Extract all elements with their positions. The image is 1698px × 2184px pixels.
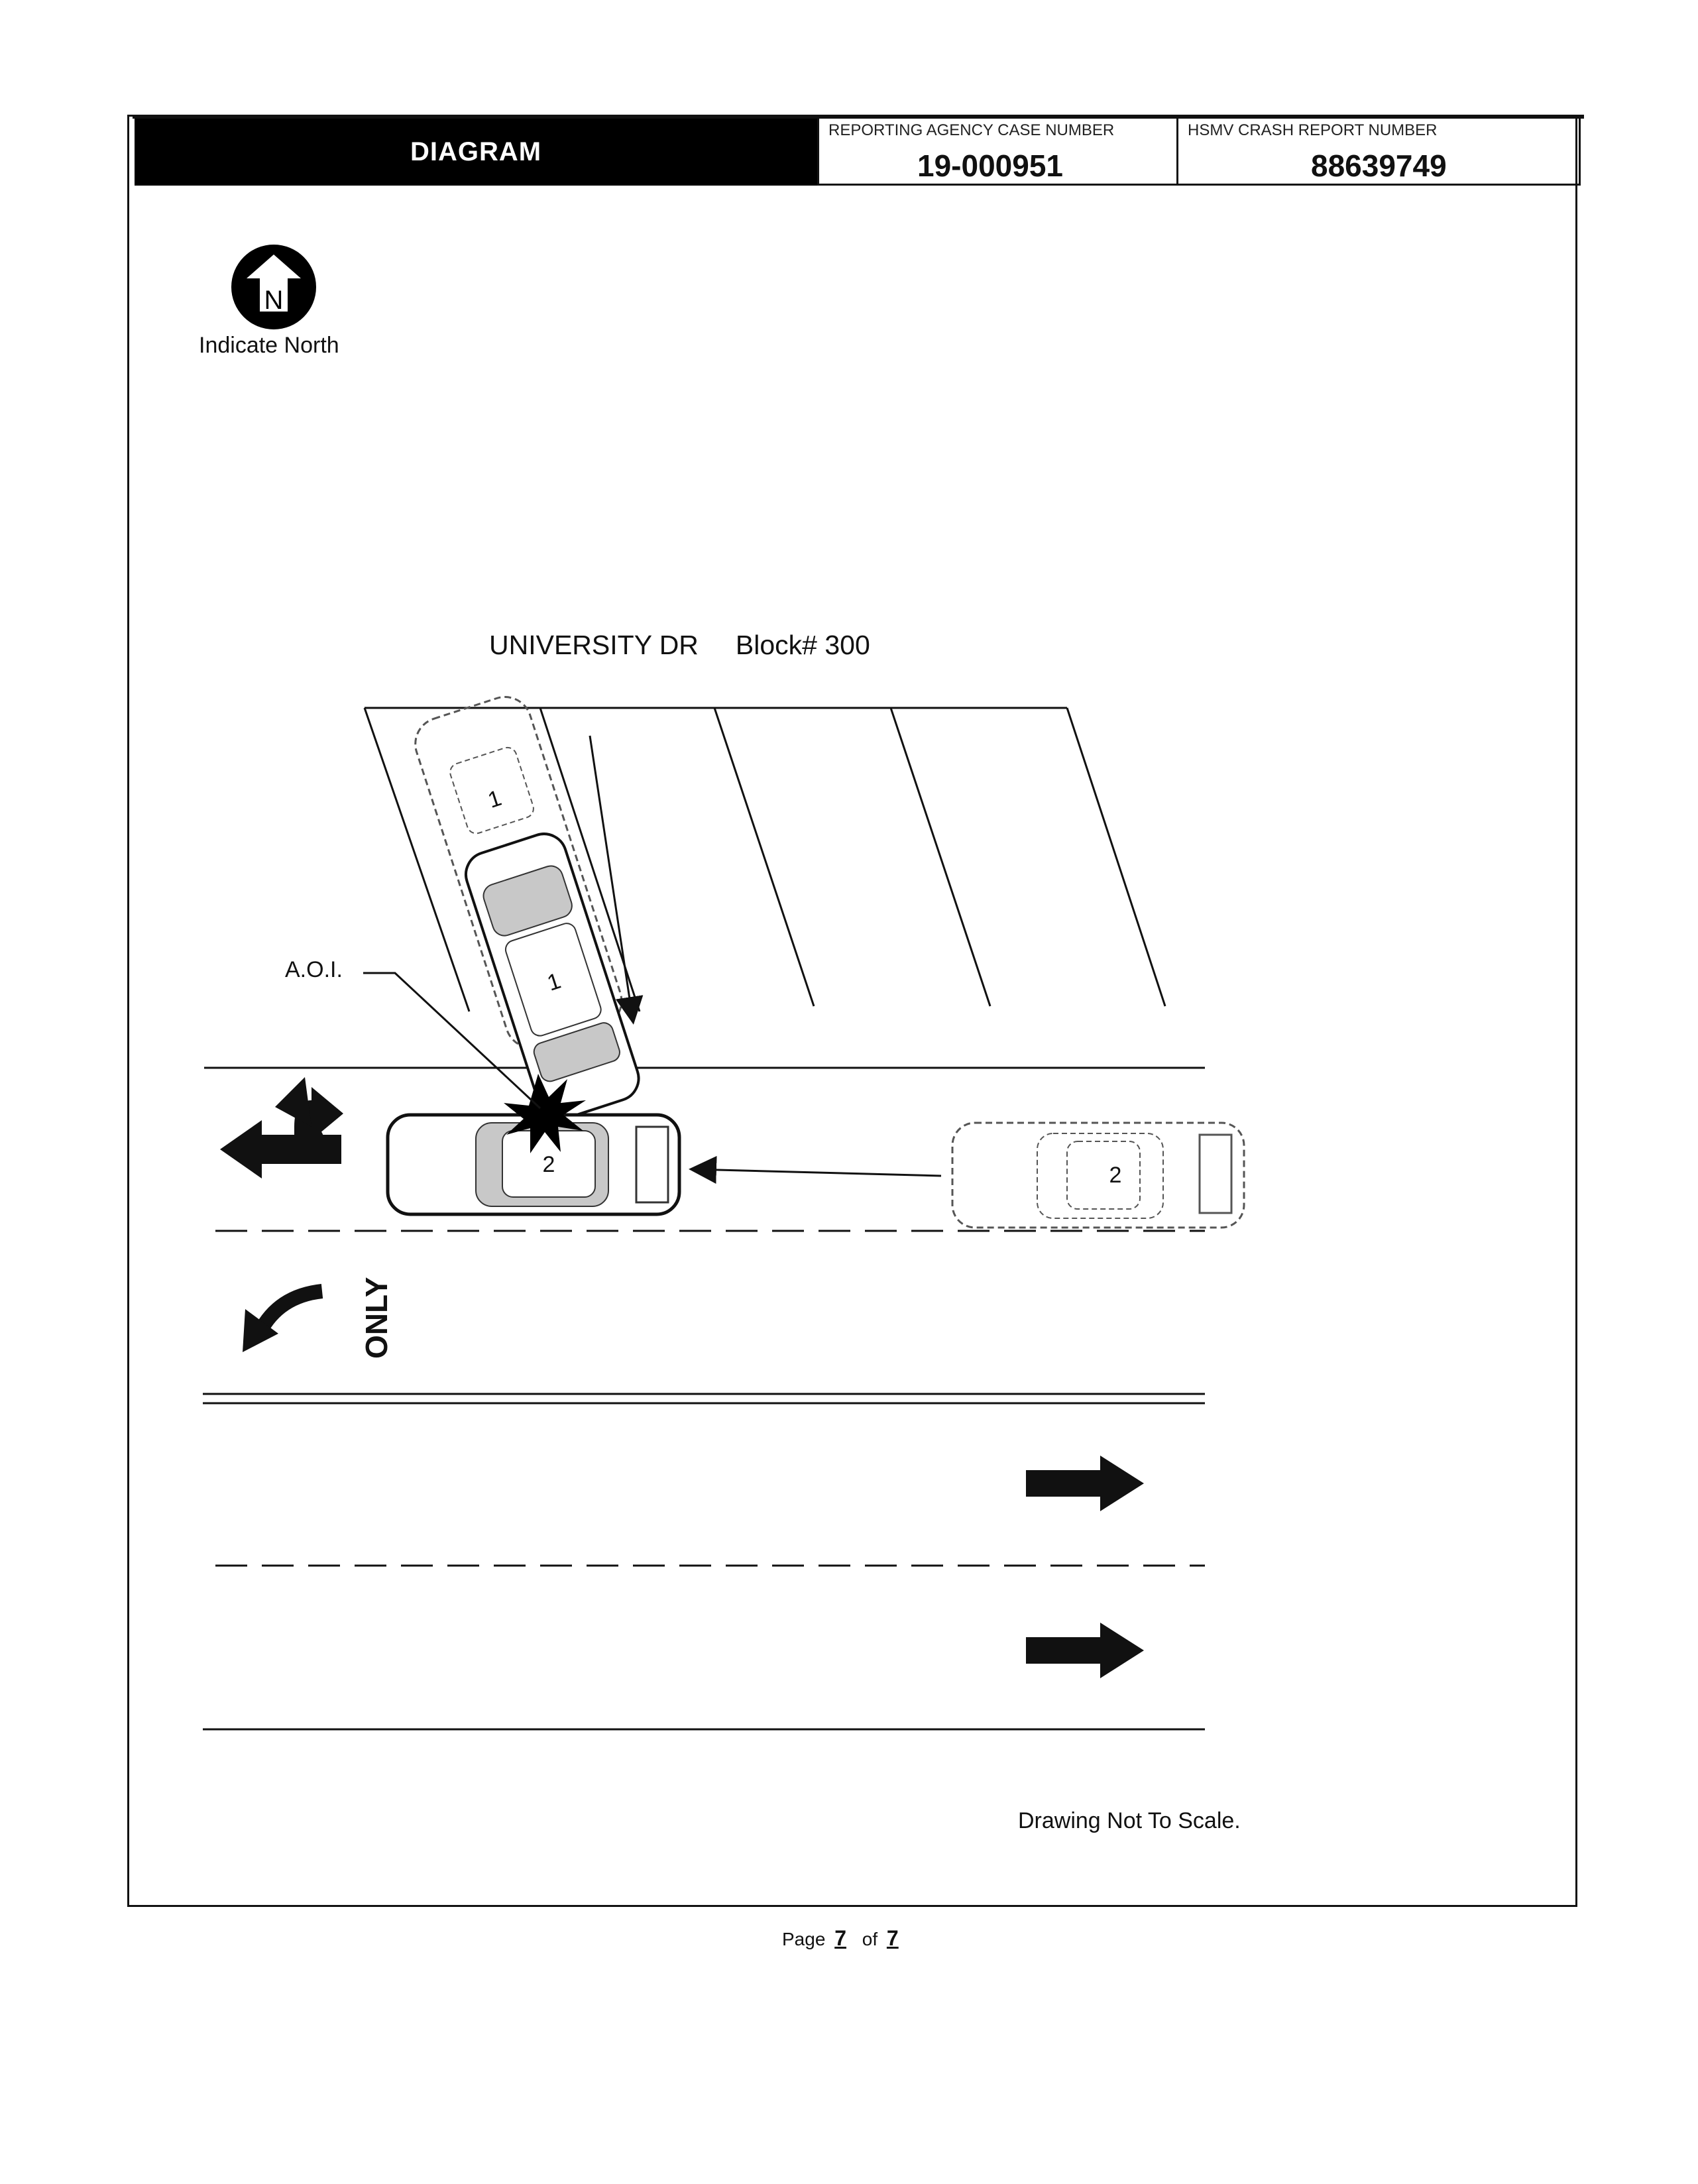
only-marking: ONLY bbox=[359, 1277, 394, 1359]
aoi-label: A.O.I. bbox=[285, 957, 343, 982]
vehicle-2-label: 2 bbox=[542, 1152, 555, 1177]
case-number-label: REPORTING AGENCY CASE NUMBER bbox=[828, 121, 1115, 139]
page-total: 7 bbox=[886, 1926, 899, 1950]
page-prefix: Page bbox=[782, 1929, 826, 1949]
right-arrow-icon bbox=[1026, 1623, 1144, 1678]
street-name: UNIVERSITY DR bbox=[489, 630, 699, 660]
diagram-title: DIAGRAM bbox=[135, 119, 817, 186]
case-number-value: 19-000951 bbox=[917, 148, 1063, 183]
vehicle-2-prior bbox=[952, 1123, 1244, 1228]
block-number: Block# 300 bbox=[735, 630, 870, 660]
page-number bbox=[782, 1926, 903, 1951]
street-label bbox=[489, 630, 870, 661]
scale-note: Drawing Not To Scale. bbox=[1018, 1808, 1241, 1833]
left-straight-arrow-icon bbox=[220, 1077, 343, 1178]
north-compass-icon bbox=[231, 245, 316, 329]
vehicle-2-prior-label: 2 bbox=[1109, 1163, 1122, 1188]
page-current: 7 bbox=[834, 1926, 846, 1950]
page-of: of bbox=[862, 1929, 878, 1949]
north-label: Indicate North bbox=[199, 333, 339, 358]
hsmv-number-value: 88639749 bbox=[1311, 148, 1447, 183]
vehicle-2-path-arrow bbox=[693, 1169, 941, 1176]
right-arrow-icon bbox=[1026, 1456, 1144, 1511]
compass-letter: N bbox=[264, 286, 284, 315]
left-turn-arrow-icon bbox=[243, 1291, 322, 1352]
vehicle-1-label: 1 bbox=[544, 968, 564, 996]
hsmv-number-label: HSMV CRASH REPORT NUMBER bbox=[1188, 121, 1438, 139]
vehicle-1-label: 1 bbox=[484, 785, 505, 813]
